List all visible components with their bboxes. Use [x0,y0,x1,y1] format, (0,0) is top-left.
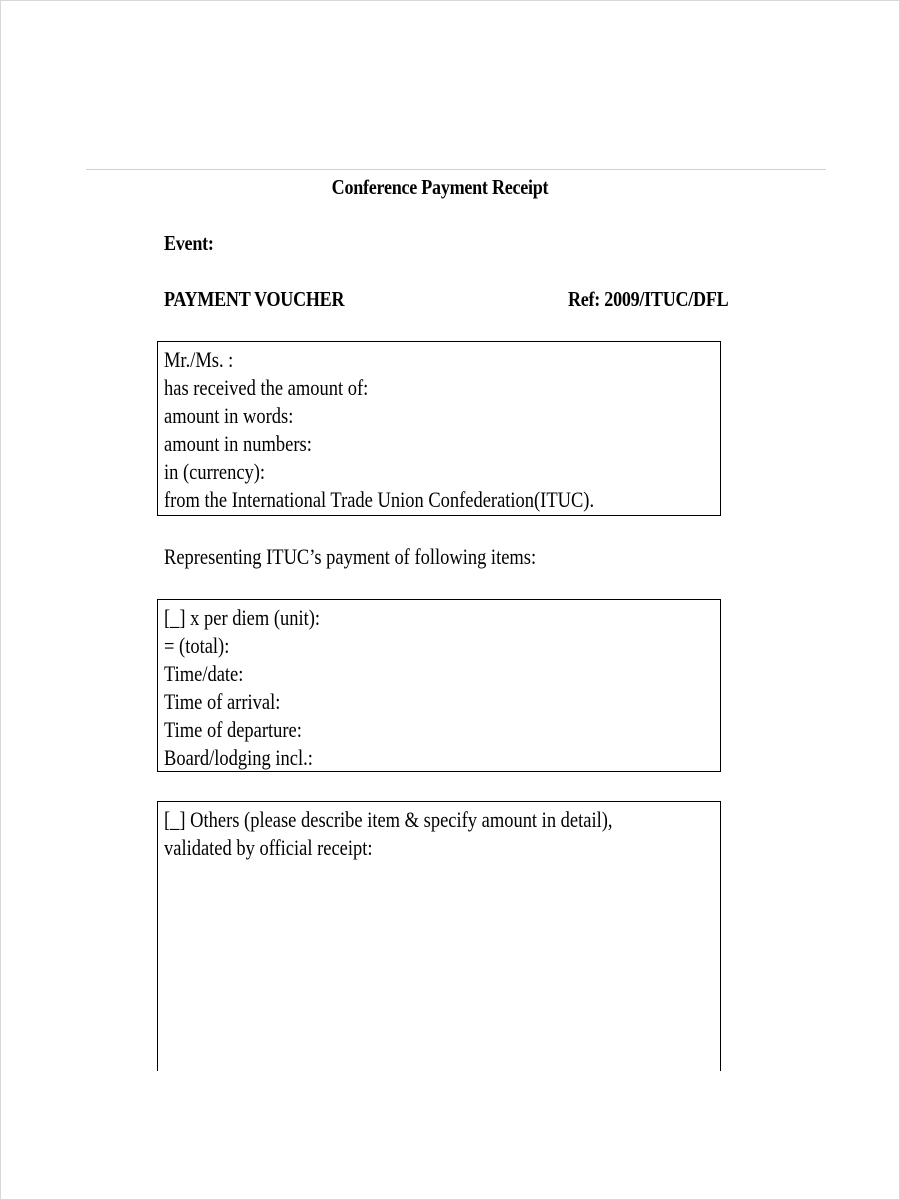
payment-voucher-label: PAYMENT VOUCHER [164,287,345,311]
time-of-arrival-line: Time of arrival: [164,689,281,714]
recipient-name-line: Mr./Ms. : [164,347,234,372]
currency-line: in (currency): [164,459,266,484]
amount-in-words-line: amount in words: [164,403,294,428]
other-items-text: [_] Others (please describe item & specify amount in detail), validated by official receipt: [164,807,613,860]
representing-text: Representing ITUC’s payment of following items: [164,544,537,569]
reference-number: Ref: 2009/ITUC/DFL [568,287,729,311]
event-label: Event: [164,231,214,255]
amount-in-numbers-line: amount in numbers: [164,431,312,456]
other-items-box [157,801,721,1071]
per-diem-line: [_] x per diem (unit): [164,605,321,630]
document-title: Conference Payment Receipt [331,175,549,199]
time-date-line: Time/date: [164,661,244,686]
header-divider [86,169,826,170]
board-lodging-line: Board/lodging incl.: [164,745,313,770]
time-of-departure-line: Time of departure: [164,717,302,742]
amount-received-line: has received the amount of: [164,375,369,400]
total-line: = (total): [164,633,230,658]
payer-line: from the International Trade Union Confederation(ITUC). [164,487,595,512]
recipient-details-box [157,341,721,516]
payment-items-box [157,599,721,772]
